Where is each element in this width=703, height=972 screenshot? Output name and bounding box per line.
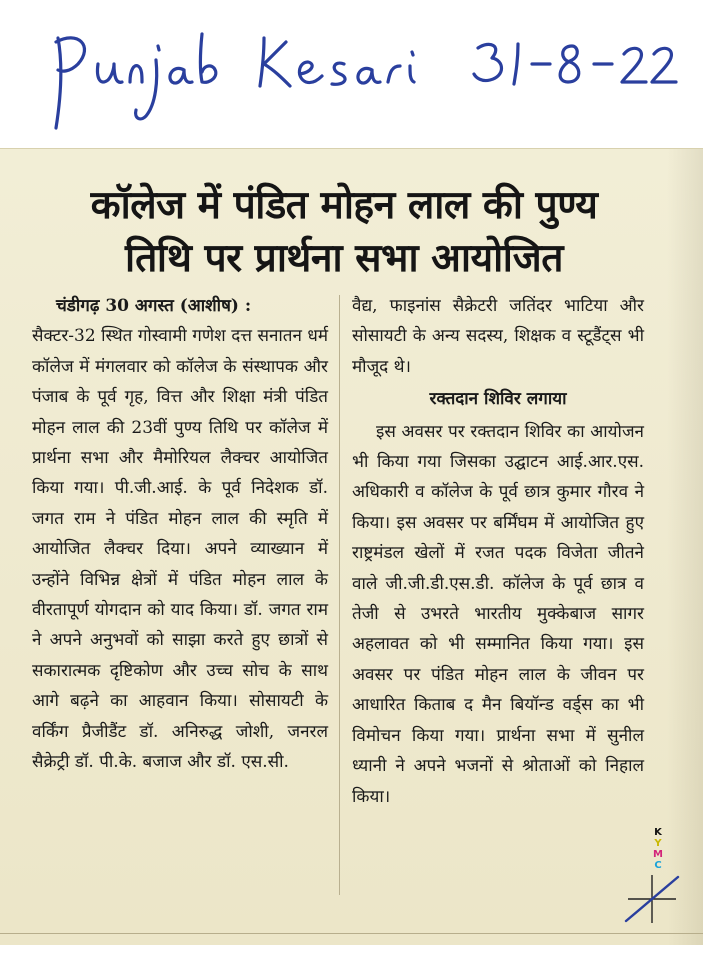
scan-shadow	[667, 149, 703, 945]
article-paragraph-2: इस अवसर पर रक्तदान शिविर का आयोजन भी किया गया जिसका उद्घाटन आई.आर.एस. अधिकारी व कॉलेज के पूर्व छात्र कुमार गौरव ने किया। इस अवसर पर बर्मिंघम में आयोजित हुए राष्ट्रमंडल खेलों में रजत पदक विजेता जीतने वाले जी.जी.डी.एस.डी. कॉलेज के पूर्व छात्र व तेजी से उभरते भारतीय मुक्केबाज सागर अहलावत को भी सम्मानित किया गया। इस अवसर पर पंडित मोहन लाल के जीवन पर आधारित किताब द मैन बियॉन्ड वर्ड्स का भी विमोचन किया गया। प्रार्थना सभा में सुनील ध्यानी ने अपने भजनों से श्रोताओं को निहाल किया।	[352, 421, 644, 807]
headline-line-2: तिथि पर प्रार्थना सभा आयोजित	[125, 236, 563, 281]
article-paragraph-1: सैक्टर-32 स्थित गोस्वामी गणेश दत्त सनातन धर्म कॉलेज में मंगलवार को कॉलेज के संस्थापक और पंजाब के पूर्व गृह, वित्त और शिक्षा मंत्री पंडित मोहन लाल की 23वीं पुण्य तिथि पर कॉलेज में प्रार्थना सभा और मैमोरियल लैक्चर आयोजित किया गया। पी.जी.आई. के पूर्व निदेशक डॉ. जगत राम ने पंडित मोहन लाल की स्मृति में आयोजित लैक्चर दिया। अपने व्याख्यान में उन्होंने विभिन्न क्षेत्रों में पंडित मोहन लाल के वीरतापूर्ण योगदान को याद किया। डॉ. जगत राम ने अपने अनुभवों को साझा करते हुए छात्रों से सकारात्मक दृष्टिकोण और उच्च सोच के साथ आगे बढ़ने का आहवान किया। सोसायटी के वर्किंग प्रैजीडैंट डॉ. अनिरुद्ध जोशी, जनरल सैक्रेट्री डॉ. पी.के. बजाज और डॉ. एस.सी.	[32, 326, 328, 773]
column-divider	[339, 295, 340, 895]
cmyk-y: Y	[654, 838, 662, 849]
cmyk-m: M	[653, 849, 663, 860]
article-dateline: चंडीगढ़ 30 अगस्त (आशीष) :	[56, 296, 252, 316]
article-column-right	[352, 291, 644, 812]
headline-line-1: कॉलेज में पंडित मोहन लाल की पुण्य	[90, 183, 598, 228]
cmyk-c: C	[654, 860, 662, 871]
cmyk-k: K	[654, 827, 662, 838]
bottom-rule	[0, 933, 703, 934]
article-subheading: रक्तदान शिविर लगाया	[429, 389, 567, 410]
newspaper-clipping	[0, 148, 703, 945]
handwritten-signature-strokes	[38, 20, 678, 138]
article-headline	[24, 179, 664, 285]
article-column-left	[32, 291, 328, 778]
cmyk-print-mark	[648, 827, 668, 871]
handwritten-annotation	[38, 20, 678, 138]
registration-mark-icon	[622, 869, 682, 929]
article-paragraph-1-continued: वैद्य, फाइनांस सैक्रेटरी जतिंदर भाटिया और सोसायटी के अन्य सदस्य, शिक्षक व स्टूडैंट्स भी मौजूद थे।	[352, 296, 644, 377]
